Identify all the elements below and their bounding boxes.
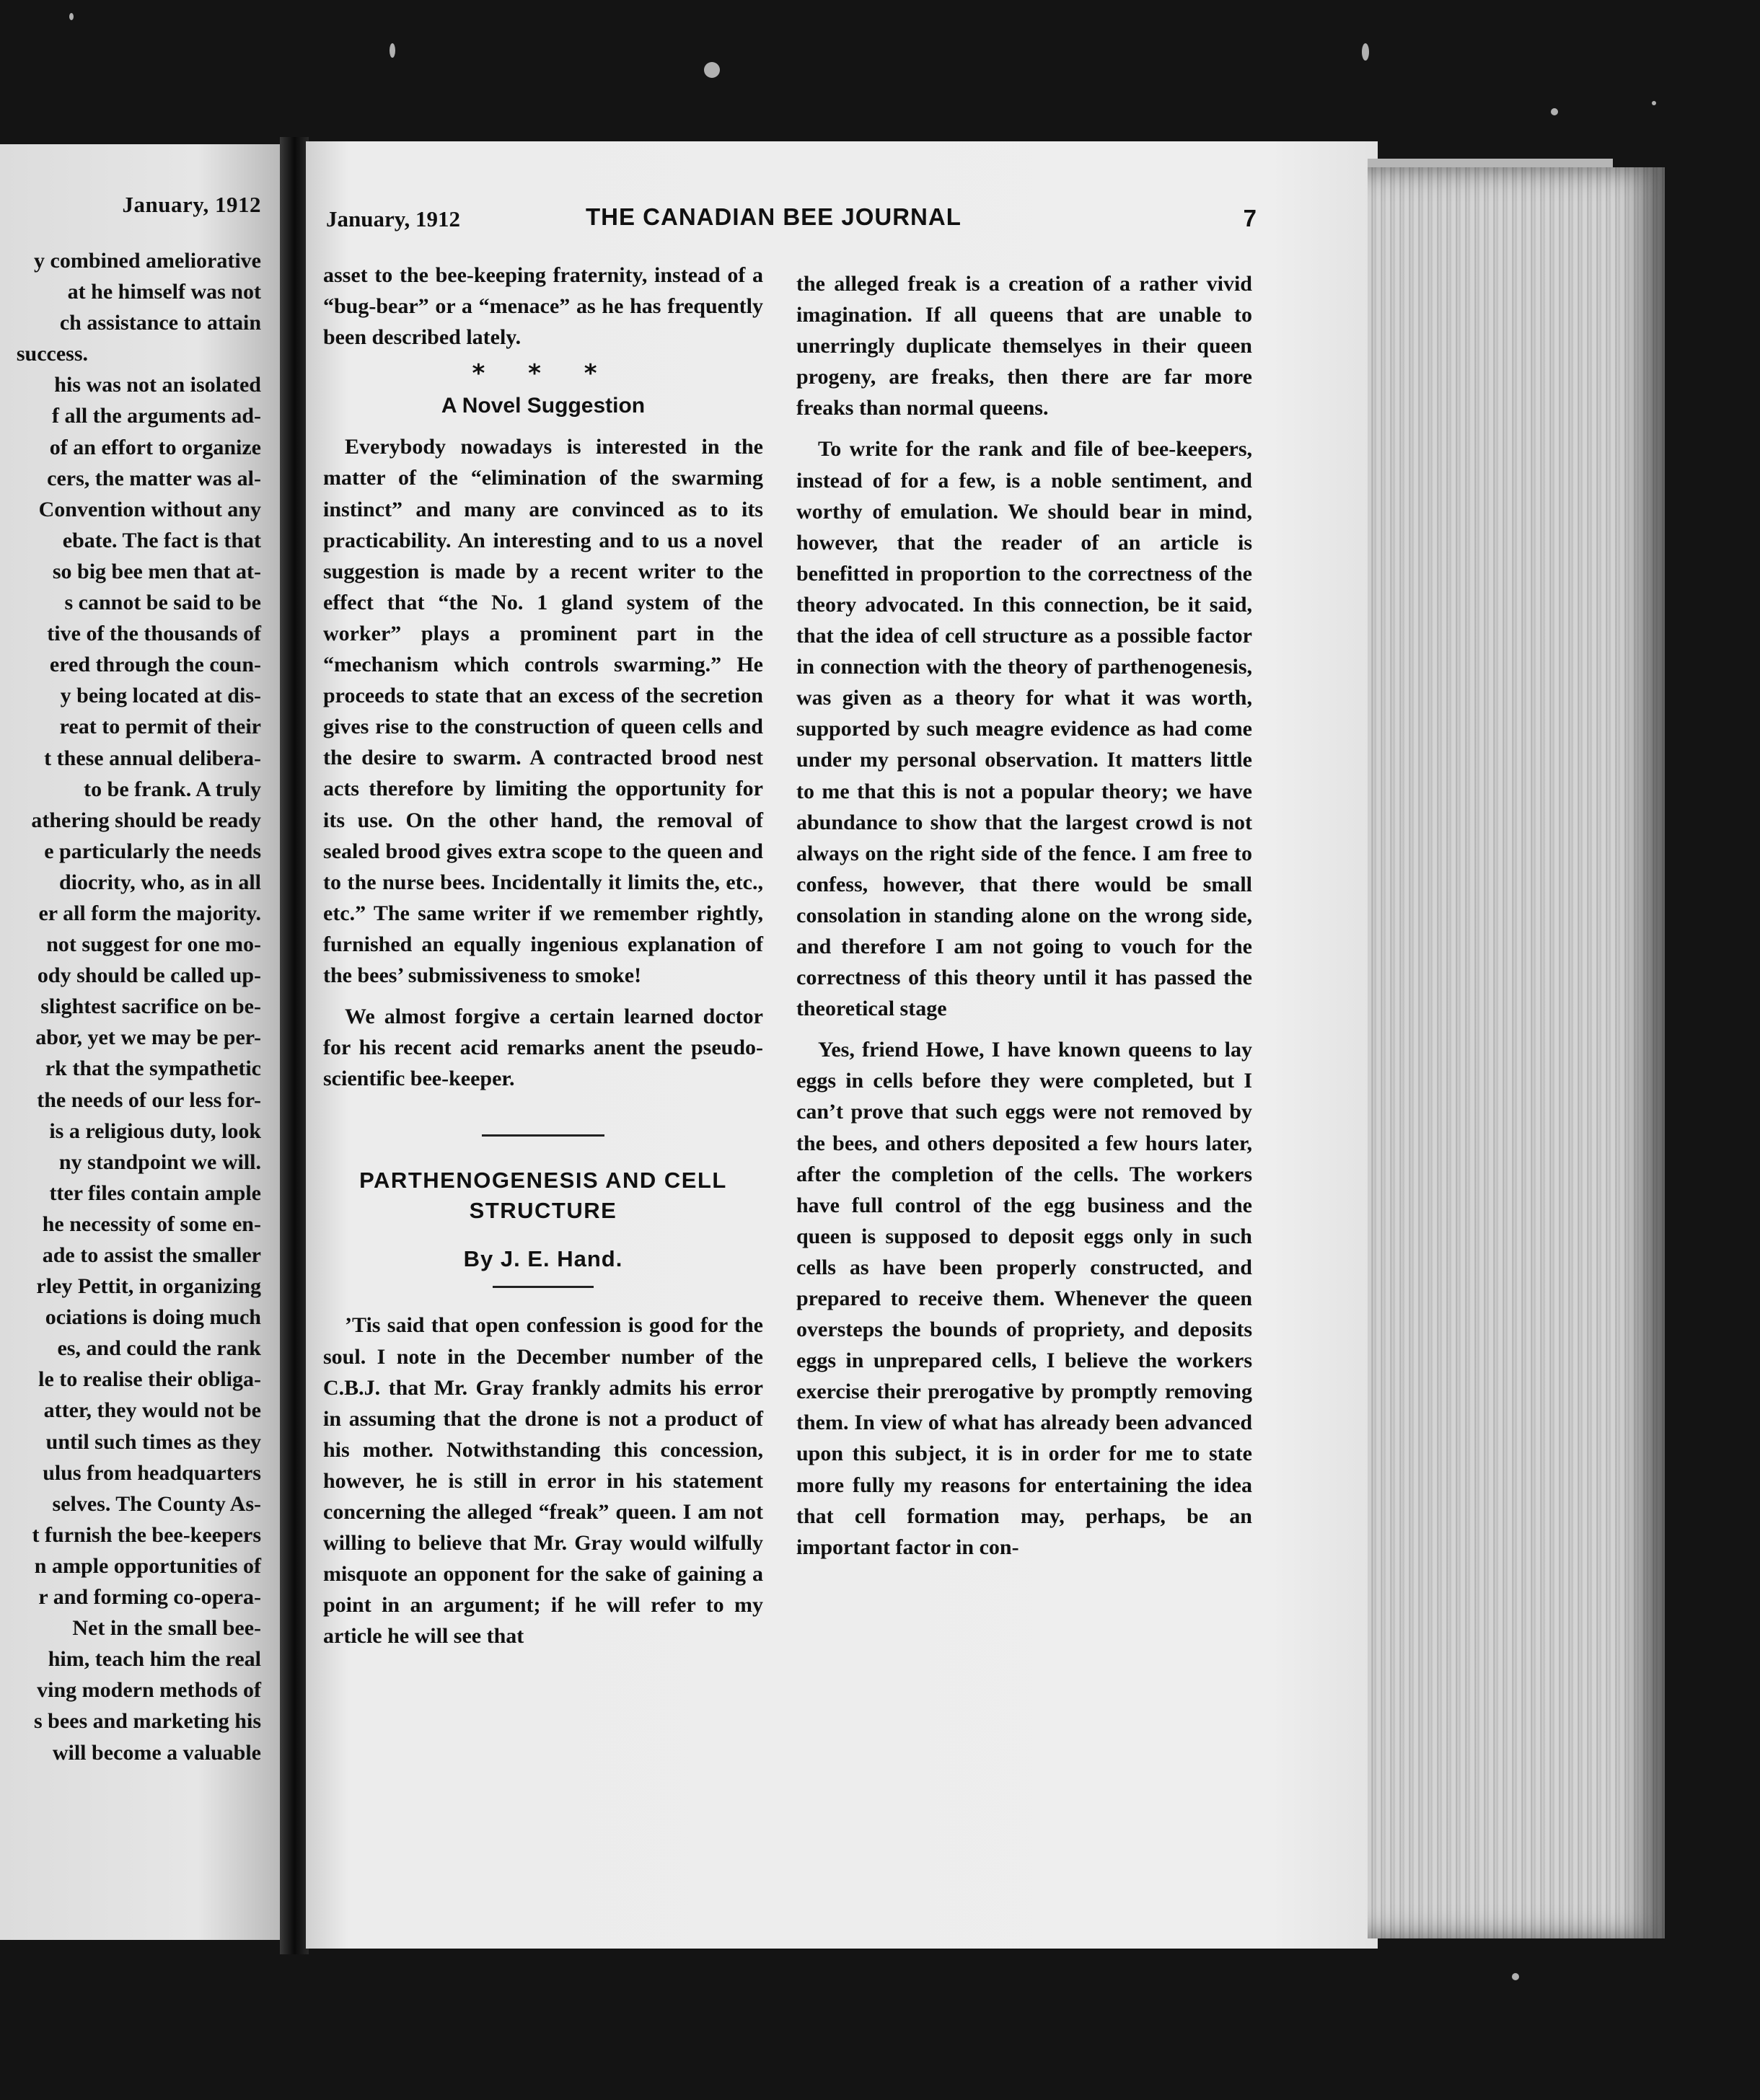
text-line: the needs of our less for- — [37, 1088, 261, 1112]
article-title — [323, 1165, 763, 1226]
column-left — [323, 260, 763, 1651]
column-right — [796, 268, 1252, 1563]
text-line: Convention without any — [38, 497, 261, 521]
text-line: es, and could the rank — [57, 1336, 261, 1361]
paragraph: To write for the rank and file of bee-keepers, instead of for a few, is a noble sentiment, and worthy of emulation. We should bear in mind, however, that the reader of an article is benefitted in proportion to the correctness of the theory advocated. In this connection, be it said, that the idea of cell structure as a possible factor in connection with the theory of parthenogenesis, was given as a theory for what it was worth, supported by such meagre evidence as had come under my personal observation. It matters little to me that this is not a popular theory; we have abundance to show that the largest crowd is not always on the right side of the fence. I am free to confess, however, that there would be small consolation in standing alone on the wrong side, and therefore I am not going to vouch for the correctness of this theory until it has passed the theoretical stage — [796, 437, 1252, 1021]
horizontal-rule — [493, 1286, 594, 1288]
text-line: y being located at dis- — [60, 684, 261, 708]
text-line: ody should be called up- — [37, 963, 261, 988]
text-line: rk that the sympathetic — [45, 1056, 261, 1081]
text-line: his was not an isolated — [54, 373, 261, 397]
text-line: success. — [16, 342, 88, 366]
text-line: he necessity of some en- — [42, 1212, 261, 1236]
text-line: s cannot be said to be — [64, 591, 261, 615]
text-line: f all the arguments ad- — [52, 404, 261, 428]
text-line: ade to assist the smaller — [42, 1243, 261, 1267]
text-line: so big bee men that at- — [52, 559, 261, 583]
text-line: not suggest for one mo- — [46, 932, 261, 957]
text-line: ered through the coun- — [49, 653, 261, 677]
text-line: abor, yet we may be per- — [35, 1025, 261, 1050]
text-line: ny standpoint we will. — [58, 1150, 261, 1174]
text-line: ebate. The fact is that — [62, 528, 261, 552]
page-edges — [1368, 167, 1665, 1938]
journal-title: THE CANADIAN BEE JOURNAL — [586, 203, 962, 230]
left-page-column — [0, 245, 261, 1768]
text-line: ulus from headquarters — [43, 1460, 261, 1485]
text-line: reat to permit of their — [59, 715, 261, 739]
text-line: er all form the majority. — [38, 901, 261, 925]
text-line: ch assistance to attain — [59, 311, 261, 335]
page-number: 7 — [1243, 205, 1257, 231]
horizontal-rule — [482, 1134, 604, 1137]
text-line: tter files contain ample — [49, 1181, 261, 1205]
book-gutter — [280, 137, 309, 1954]
paragraph: Everybody nowadays is interested in the matter of the “elimination of the swarming instinct” and many are convinced as to its practicability. An interesting and to us a novel suggestion is made by a recent writer to the effect that “the No. 1 gland system of the worker” plays a prominent part in the “mechanism which controls swarming.” He proceeds to state that an excess of the secretion gives rise to the construction of queen cells and the desire to swarm. A contracted brood nest acts therefore by limiting the opportunity for its use. On the other hand, the removal of sealed brood gives extra scope to the queen and to the nurse bees. Incidentally it limits the, etc., etc.” The same writer if we remember rightly, furnished an equally ingenious explanation of the bees’ submissiveness to smoke! — [323, 435, 763, 987]
text-line: le to realise their obliga- — [38, 1367, 261, 1392]
text-line: diocrity, who, as in all — [58, 870, 261, 894]
text-line: n ample opportunities of — [34, 1553, 261, 1578]
byline: By J. E. Hand. — [463, 1246, 623, 1272]
paragraph: asset to the bee-keeping fraternity, instead of a “bug-bear” or a “menace” as he has frequently been described lately. — [323, 263, 763, 350]
article-title-line: PARTHENOGENESIS AND CELL — [359, 1168, 727, 1194]
text-line: athering should be ready — [31, 808, 261, 832]
text-line: slightest sacrifice on be- — [40, 994, 261, 1019]
text-line: selves. The County As- — [52, 1491, 261, 1516]
text-line: cers, the matter was al- — [47, 466, 261, 490]
text-line: tive of the thousands of — [47, 622, 261, 646]
text-line: atter, they would not be — [43, 1398, 261, 1423]
left-page — [0, 144, 283, 1940]
text-line: t furnish the bee-keepers — [32, 1522, 261, 1547]
running-head-date: January, 1912 — [326, 206, 461, 231]
text-line: e particularly the needs — [44, 839, 261, 863]
paragraph: the alleged freak is a creation of a rather vivid imagination. If all queens that are unable to unerringly duplicate themselyes in their queen progeny, are freaks, then there are far more freaks than normal queens. — [796, 272, 1252, 420]
paragraph: Yes, friend Howe, I have known queens to lay eggs in cells before they were completed, but I can’t prove that such eggs were not removed by the bees, and others deposited a few hours later, after the completion of the cells. The workers have full control of the egg business and the queen is supposed to deposit eggs only in such cells as have been properly constructed, and prepared to receive them. Whenever the queen oversteps the bounds of propriety, and deposits eggs in unprepared cells, I believe the workers exercise their prerogative by promptly removing them. In view of what has already been advanced upon this subject, it is in order for me to state more fully my reasons for entertaining the idea that cell formation may, perhaps, be an important factor in con- — [796, 1038, 1252, 1559]
text-line: him, teach him the real — [48, 1647, 261, 1672]
running-head — [326, 203, 1257, 239]
text-line: Net in the small bee- — [72, 1616, 261, 1641]
text-line: ving modern methods of — [37, 1678, 261, 1703]
paragraph: ’Tis said that open confession is good for the soul. I note in the December number of the C.B.J. that Mr. Gray frankly admits his error in assuming that the drone is not a product of his mother. Notwithstanding this concession, however, he is still in error in his statement concerning the alleged “freak” queen. I am not willing to believe that Mr. Gray would wilfully misquote an opponent for the sake of gaining a point in an argument; if he will refer to my article he will see that — [323, 1313, 763, 1649]
text-line: r and forming co-opera- — [38, 1585, 261, 1610]
text-line: will become a valuable — [52, 1740, 261, 1765]
text-line: ociations is doing much — [45, 1305, 261, 1330]
text-line: of an effort to organize — [49, 435, 261, 459]
text-line: s bees and marketing his — [33, 1709, 261, 1734]
text-line: y combined ameliorative — [34, 249, 261, 273]
text-line: is a religious duty, look — [49, 1119, 261, 1143]
left-page-header: January, 1912 — [122, 192, 261, 217]
section-title: A Novel Suggestion — [441, 394, 646, 418]
text-line: until such times as they — [45, 1429, 261, 1454]
article-title-line: STRUCTURE — [469, 1198, 617, 1224]
text-line: rley Pettit, in organizing — [36, 1274, 261, 1299]
text-line: to be frank. A truly — [84, 777, 261, 801]
text-line: t these annual delibera- — [44, 746, 261, 770]
paragraph: We almost forgive a certain learned doctor for his recent acid remarks anent the pseudo-scientific bee-keeper. — [323, 1005, 763, 1091]
text-line: at he himself was not — [67, 280, 261, 304]
section-divider-stars: * * * — [472, 359, 615, 389]
